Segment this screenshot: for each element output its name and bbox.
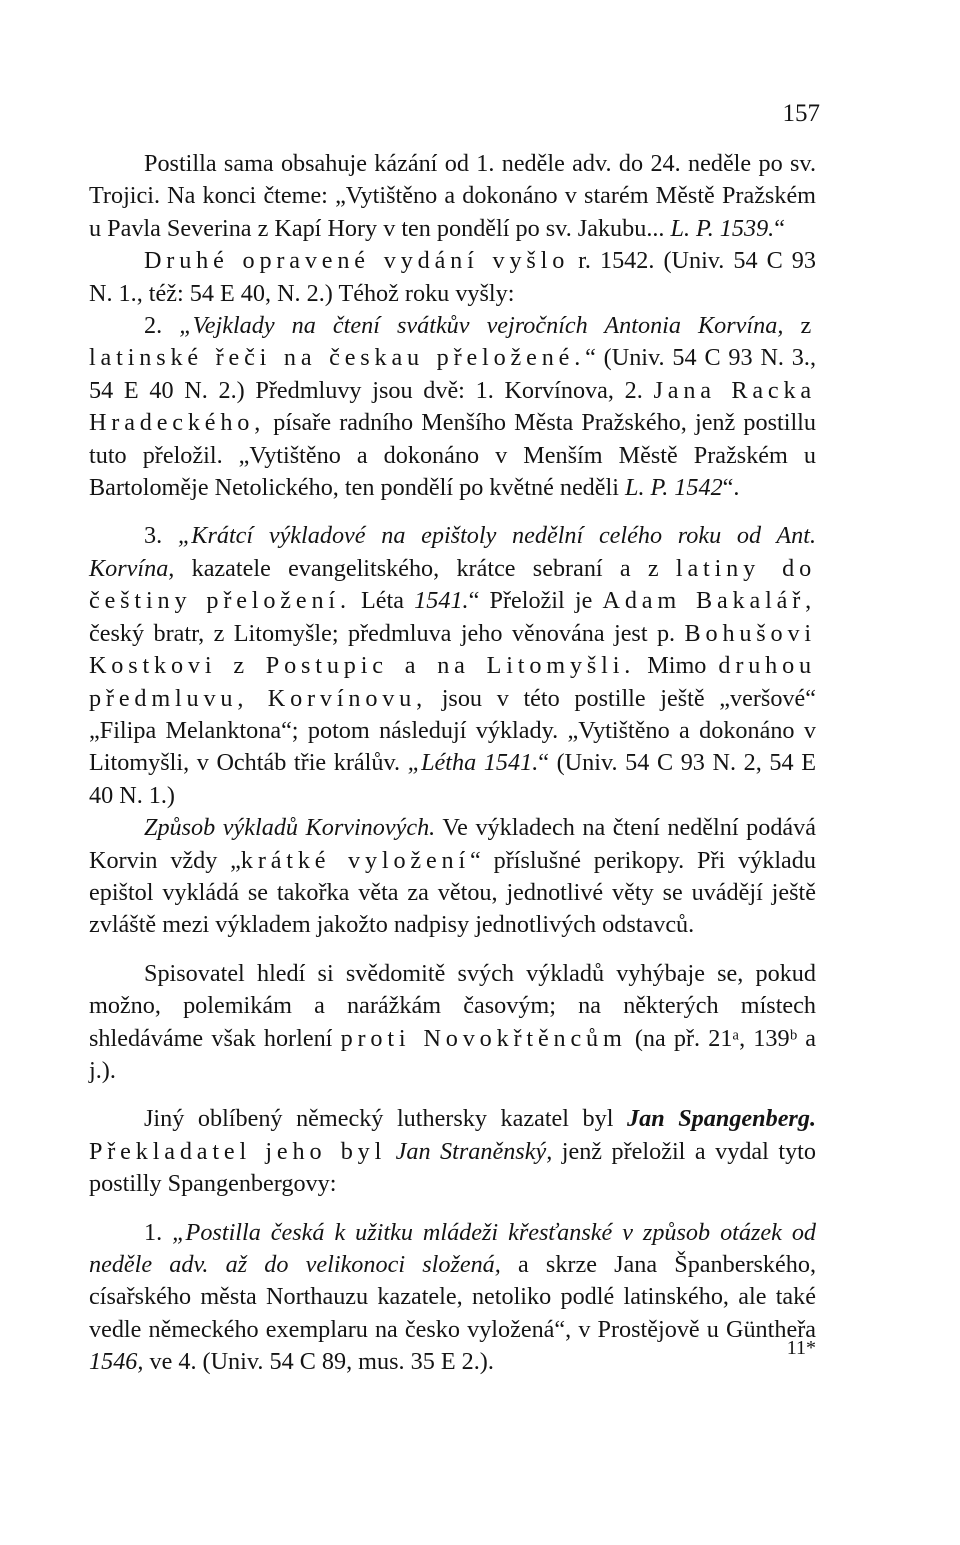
text-span: Jana Racka Hradeckého, — [89, 376, 816, 437]
text-span: „Vejklady na čtení svátkův vejročních Antonia Korvína, — [179, 312, 784, 340]
text-span: „Krátcí výkladové na epištoly nedělní celého roku od Ant. Korvína, — [89, 522, 817, 582]
text-span: jenž přeložil a vydal tyto postilly Spangenbergovy: — [89, 1137, 816, 1198]
text-span: “. — [722, 474, 740, 502]
text-span: „Létha 1541. — [407, 749, 539, 777]
body-text — [89, 148, 816, 1379]
text-span: Jiný oblíbený německý luthersky kazatel byl — [144, 1105, 628, 1133]
text-span: r. 1542. (Univ. 54 C 93 N. 1., též: 54 E 40, N. 2.) Téhož roku vyšly: — [89, 247, 816, 307]
paragraph — [89, 245, 816, 310]
text-span: z latinské řeči na českau přeložené. — [89, 312, 817, 372]
paragraph — [89, 1103, 816, 1200]
paragraph — [89, 958, 816, 1088]
text-span: 1. — [144, 1218, 173, 1246]
text-span: latiny do češtiny přeložení. — [89, 554, 816, 615]
text-span: druhou předmluvu, Korvínovu, — [89, 652, 816, 712]
paragraph — [89, 812, 816, 942]
paragraph — [89, 310, 816, 504]
text-span: Způsob výkladů Korvinových. — [144, 814, 436, 842]
text-span: Adam Bakalář, — [602, 587, 816, 615]
signature-mark: 11* — [786, 1337, 816, 1359]
text-span: proti Novokřtěncům — [340, 1024, 627, 1052]
text-span: (na př. 21ᵃ, 139ᵇ a j.). — [89, 1024, 816, 1084]
text-span: “ (Univ. 54 C 93 N. 3., 54 E 40 N. 2.) Předmluvy jsou dvě: 1. Korvínova, 2. — [89, 344, 816, 404]
text-span: Postilla sama obsahuje kázání od 1. neděle adv. do 24. neděle po sv. Trojici. Na konci čteme: „Vytištěno a dokonáno v starém Městě Pražském u Pavla Severina z Kapí Hory v ten pondělí po sv. Jakubu... — [89, 150, 816, 242]
text-span: Druhé opravené vydání vyšlo — [144, 247, 570, 275]
text-span: kazatele evangelitského, krátce sebraní a z — [174, 554, 676, 582]
text-span: Spisovatel hledí si svědomitě svých výkladů vyhýbaje se, pokud možno, polemikám a narážkám časovým; na některých místech shledáváme však horlení — [89, 959, 816, 1052]
text-span: 1541. — [414, 587, 469, 615]
text-span: “ příslušné perikopy. Při výkladu epištol vykládá se takořka věta za větou, jednotlivé věty se uvádějí ještě zvláště mezi výkladem jakožto nadpisy jednotlivých odstavců. — [89, 846, 816, 939]
text-span — [386, 1138, 396, 1165]
text-span: Jan Straněnský, — [395, 1137, 553, 1165]
text-span: L. P. 1542 — [625, 474, 723, 502]
text-span: “ Přeložil je — [468, 587, 603, 615]
page-number: 157 — [782, 100, 820, 127]
text-span: Ve výkladech na čtení nedělní podává Korvin vždy „ — [89, 814, 816, 874]
text-span: L. P. 1539. — [670, 214, 775, 242]
paragraph — [89, 148, 816, 245]
text-span: Jan Spangenberg. — [627, 1105, 816, 1133]
text-span: a skrze Jana Španberského, císařského města Northauzu kazatele, netoliko podlé latinského, ale také vedle německého exemplaru na česko vyložená“, v Prostějově u Güntheřa — [89, 1251, 816, 1343]
text-span: 2. — [144, 312, 180, 340]
text-span: “ (Univ. 54 C 93 N. 2, 54 E 40 N. 1.) — [89, 749, 816, 809]
text-span: krátké vyložení — [240, 846, 471, 874]
text-span: “ — [774, 214, 785, 242]
paragraph — [89, 520, 816, 812]
text-span: 1546, — [89, 1348, 144, 1376]
text-span: ve 4. (Univ. 54 C 89, mus. 35 E 2.). — [143, 1348, 494, 1376]
text-span: písaře radního Menšího Města Pražského, jenž postillu tuto přeložil. „Vytištěno a dokonáno v Menším Městě Pražském u Bartoloměje Netolického, ten pondělí po květné neděli — [89, 409, 816, 502]
text-span — [783, 312, 800, 339]
text-span: Překladatel jeho byl — [89, 1137, 387, 1165]
text-span: Mimo — [635, 652, 719, 680]
text-span: český bratr, z Litomyšle; předmluva jeho věnována jest p. — [89, 619, 685, 647]
paragraph — [89, 1217, 816, 1379]
text-span: „Postilla česká k užitku mládeži křesťanské v způsob otázek od neděle adv. až do velikonoci složená, — [89, 1218, 817, 1278]
text-span: Bohušovi Kostkovi z Postupic a na Litomyšli. — [89, 619, 816, 680]
text-span: jsou v této postille ještě „veršové“ „Filipa Melanktona“; potom následují výklady. „Vytištěno a dokonáno v Litomyšli, v Ochtáb třie králův. — [89, 684, 816, 777]
text-span: Léta — [350, 587, 415, 615]
text-span: 3. — [144, 522, 178, 550]
